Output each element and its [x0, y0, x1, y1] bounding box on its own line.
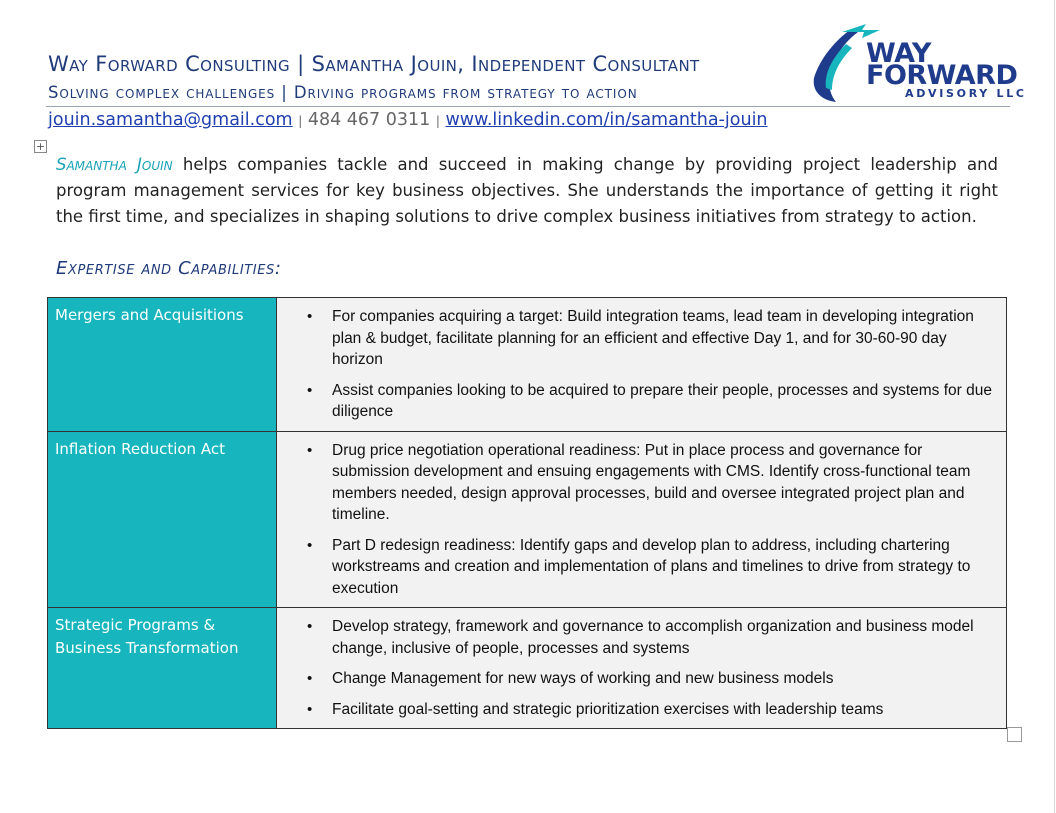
row-content — [277, 431, 1007, 608]
bullet-list — [307, 616, 1000, 720]
bullet-item: • Develop strategy, framework and governance to accomplish organization and business model change, inclusive of people, processes and systems — [307, 616, 1000, 659]
row-label: Inflation Reduction Act — [48, 431, 277, 608]
phone-number: 484 467 0311 — [307, 110, 431, 130]
logo-word-forward: FORWARD — [866, 60, 1018, 91]
header-title: Way Forward Consulting | Samantha Jouin, Independent Consultant — [48, 52, 700, 76]
row-content — [277, 608, 1007, 729]
linkedin-link[interactable]: www.linkedin.com/in/samantha-jouin — [445, 110, 768, 130]
table-row — [48, 431, 1007, 608]
bullet-item: • Assist companies looking to be acquired to prepare their people, processes and systems for due diligence — [307, 380, 1000, 423]
row-label: Mergers and Acquisitions — [48, 298, 277, 432]
row-content — [277, 298, 1007, 432]
bullet-list — [307, 306, 1000, 423]
bullet-item: • For companies acquiring a target: Build integration teams, lead team in developing integration plan & budget, facilitate planning for an efficient and effective Day 1, and for 30-60-90 day horizon — [307, 306, 1000, 371]
intro-text: helps companies tackle and succeed in making change by providing project leadership and program management services for key business objectives. She understands the importance of getting it right the first time, and specializes in shaping solutions to drive complex business initiatives from strategy to action. — [56, 155, 999, 226]
contact-separator: | — [298, 114, 303, 128]
table-row — [48, 608, 1007, 729]
contact-line — [48, 110, 768, 130]
section-heading: Expertise and Capabilities: — [56, 258, 282, 279]
header-tagline: Solving complex challenges | Driving programs from strategy to action — [48, 83, 638, 102]
capabilities-table — [47, 297, 1007, 729]
intro-paragraph — [56, 152, 998, 230]
table-resize-handle[interactable] — [1007, 727, 1022, 742]
table-row — [48, 298, 1007, 432]
page-edge — [1054, 0, 1055, 813]
bullet-list — [307, 440, 1000, 600]
bullet-item: • Change Management for new ways of working and new business models — [307, 668, 1000, 690]
logo-word-way: WAY — [866, 38, 931, 69]
consultant-name: Samantha Jouin — [56, 155, 173, 174]
contact-separator: | — [435, 114, 440, 128]
bullet-item: • Facilitate goal-setting and strategic prioritization exercises with leadership teams — [307, 699, 1000, 721]
way-forward-logo — [806, 18, 1034, 108]
logo-word-advisory: ADVISORY LLC — [905, 87, 1027, 100]
bullet-item: • Part D redesign readiness: Identify gaps and develop plan to address, including chartering workstreams and creation and implementation of plans and timelines to drive from strategy to execution — [307, 535, 1000, 600]
row-label: Strategic Programs & Business Transformation — [48, 608, 277, 729]
email-link[interactable]: jouin.samantha@gmail.com — [48, 110, 293, 130]
bullet-item: • Drug price negotiation operational readiness: Put in place process and governance for submission development and ensuing engagements with CMS. Identify cross-functional team members needed, design approval processes, build and oversee integrated project plan and timeline. — [307, 440, 1000, 526]
table-move-handle-icon[interactable]: + — [35, 140, 46, 153]
